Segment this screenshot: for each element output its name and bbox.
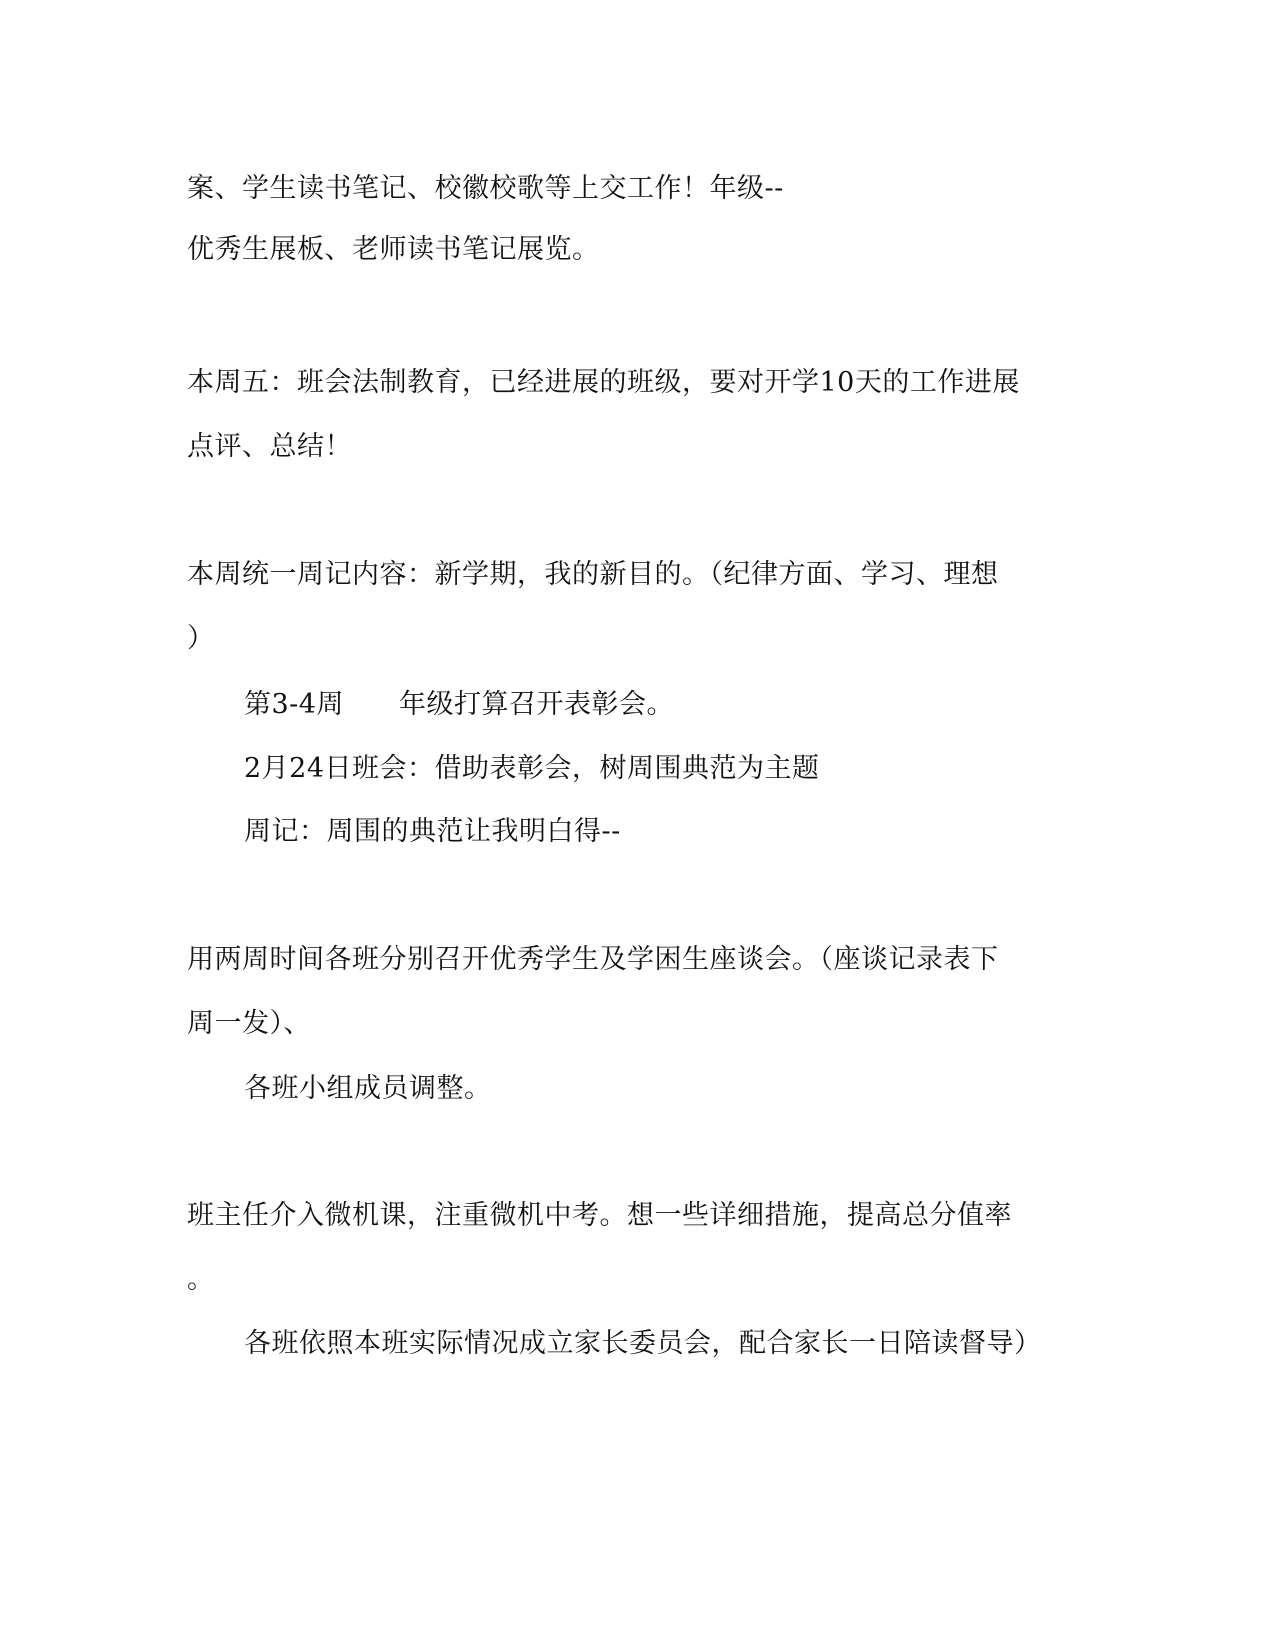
text-line: ） [187, 623, 215, 654]
text-line: 第3-4周 年级打算召开表彰会。 [244, 689, 674, 720]
text-line: 周记：周围的典范让我明白得-- [244, 816, 621, 847]
text-line: 。 [187, 1264, 215, 1295]
text-line: 各班依照本班实际情况成立家长委员会，配合家长一日陪读督导） [244, 1328, 1042, 1359]
text-line: 点评、总结！ [187, 431, 352, 462]
text-line: 案、学生读书笔记、校徽校歌等上交工作！年级-- [187, 173, 784, 204]
text-line: 用两周时间各班分别召开优秀学生及学困生座谈会。（座谈记录表下 [187, 944, 999, 975]
text-line: 本周五：班会法制教育，已经进展的班级，要对开学10天的工作进展 [187, 367, 1020, 398]
text-line: 2月24日班会：借助表彰会，树周围典范为主题 [244, 753, 820, 784]
text-line: 各班小组成员调整。 [244, 1073, 492, 1104]
text-line: 优秀生展板、老师读书笔记展览。 [187, 234, 600, 265]
text-line: 周一发）、 [187, 1008, 311, 1039]
text-line: 本周统一周记内容：新学期，我的新目的。（纪律方面、学习、理想 [187, 559, 999, 590]
text-line: 班主任介入微机课，注重微机中考。想一些详细措施，提高总分值率 [187, 1200, 1012, 1231]
